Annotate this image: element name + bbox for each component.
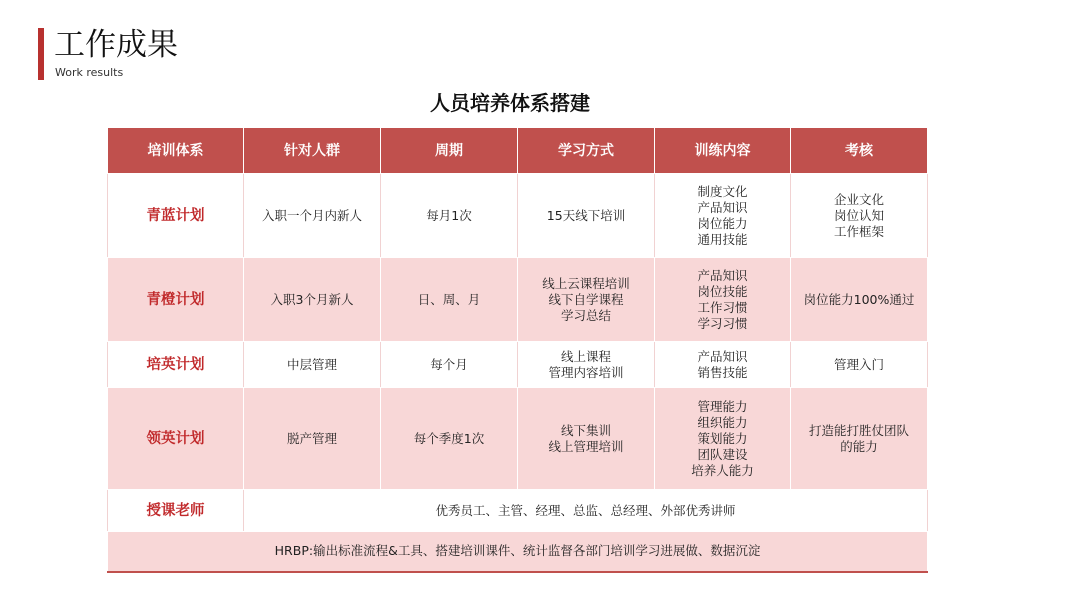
content-line: 产品知识 xyxy=(697,267,748,283)
table-row xyxy=(108,174,928,258)
content-line: 通用技能 xyxy=(697,231,748,247)
method-line: 管理内容培训 xyxy=(548,364,624,380)
column-header-assessment: 考核 xyxy=(791,128,928,174)
assessment-line: 岗位认知 xyxy=(833,207,884,223)
assessment-line: 的能力 xyxy=(840,438,878,454)
content-line: 培养人能力 xyxy=(691,462,754,478)
method-line: 线上云课程培训 xyxy=(542,275,630,291)
table-row xyxy=(108,342,928,388)
content-cell xyxy=(655,342,791,388)
audience-cell: 入职一个月内新人 xyxy=(244,174,381,258)
content-cell xyxy=(655,258,791,342)
assessment-line: 企业文化 xyxy=(833,191,884,207)
plan-name: 青蓝计划 xyxy=(108,174,244,258)
table-title: 人员培养体系搭建 xyxy=(430,91,590,115)
assessment-line: 岗位能力100%通过 xyxy=(803,291,915,307)
content-line: 组织能力 xyxy=(697,414,748,430)
period-cell: 每个月 xyxy=(381,342,518,388)
plan-name: 青橙计划 xyxy=(108,258,244,342)
table-header-row xyxy=(108,128,928,174)
period-cell: 每月1次 xyxy=(381,174,518,258)
plan-name: 培英计划 xyxy=(108,342,244,388)
method-line: 15天线下培训 xyxy=(546,207,626,223)
column-header-method: 学习方式 xyxy=(518,128,655,174)
table-row xyxy=(108,388,928,490)
assessment-line: 管理入门 xyxy=(833,356,884,372)
assessment-line: 工作框架 xyxy=(833,223,884,239)
table-row xyxy=(108,258,928,342)
content-line: 团队建设 xyxy=(697,446,748,462)
period-cell: 每个季度1次 xyxy=(381,388,518,490)
method-line: 线下集训 xyxy=(560,422,611,438)
content-line: 产品知识 xyxy=(697,199,748,215)
assessment-cell xyxy=(791,388,928,490)
content-line: 岗位能力 xyxy=(697,215,748,231)
page-title: 工作成果 xyxy=(54,27,178,63)
content-cell xyxy=(655,388,791,490)
title-accent-bar xyxy=(38,28,44,80)
training-system-table xyxy=(107,127,928,573)
assessment-cell xyxy=(791,342,928,388)
audience-cell: 脱产管理 xyxy=(244,388,381,490)
method-cell xyxy=(518,258,655,342)
content-line: 策划能力 xyxy=(697,430,748,446)
assessment-line: 打造能打胜仗团队 xyxy=(808,422,909,438)
teachers-value: 优秀员工、主管、经理、总监、总经理、外部优秀讲师 xyxy=(244,490,928,532)
teachers-row xyxy=(108,490,928,532)
footer-note-row xyxy=(108,532,928,572)
content-line: 销售技能 xyxy=(697,364,748,380)
footer-note: HRBP:输出标准流程&工具、搭建培训课件、统计监督各部门培训学习进展做、数据沉淀 xyxy=(108,532,928,572)
method-cell xyxy=(518,342,655,388)
content-line: 产品知识 xyxy=(697,348,748,364)
assessment-cell xyxy=(791,174,928,258)
method-line: 线下自学课程 xyxy=(548,291,624,307)
method-cell xyxy=(518,174,655,258)
content-cell xyxy=(655,174,791,258)
audience-cell: 中层管理 xyxy=(244,342,381,388)
column-header-period: 周期 xyxy=(381,128,518,174)
teachers-label: 授课老师 xyxy=(108,490,244,532)
column-header-audience: 针对人群 xyxy=(244,128,381,174)
method-line: 线上课程 xyxy=(560,348,611,364)
content-line: 工作习惯 xyxy=(697,299,748,315)
method-line: 线上管理培训 xyxy=(548,438,624,454)
content-line: 岗位技能 xyxy=(697,283,748,299)
content-line: 学习习惯 xyxy=(697,315,748,331)
page-subtitle: Work results xyxy=(55,66,124,79)
column-header-content: 训练内容 xyxy=(655,128,791,174)
audience-cell: 入职3个月新人 xyxy=(244,258,381,342)
method-line: 学习总结 xyxy=(560,307,611,323)
plan-name: 领英计划 xyxy=(108,388,244,490)
content-line: 管理能力 xyxy=(697,398,748,414)
content-line: 制度文化 xyxy=(697,183,748,199)
column-header-system: 培训体系 xyxy=(108,128,244,174)
assessment-cell xyxy=(791,258,928,342)
period-cell: 日、周、月 xyxy=(381,258,518,342)
method-cell xyxy=(518,388,655,490)
